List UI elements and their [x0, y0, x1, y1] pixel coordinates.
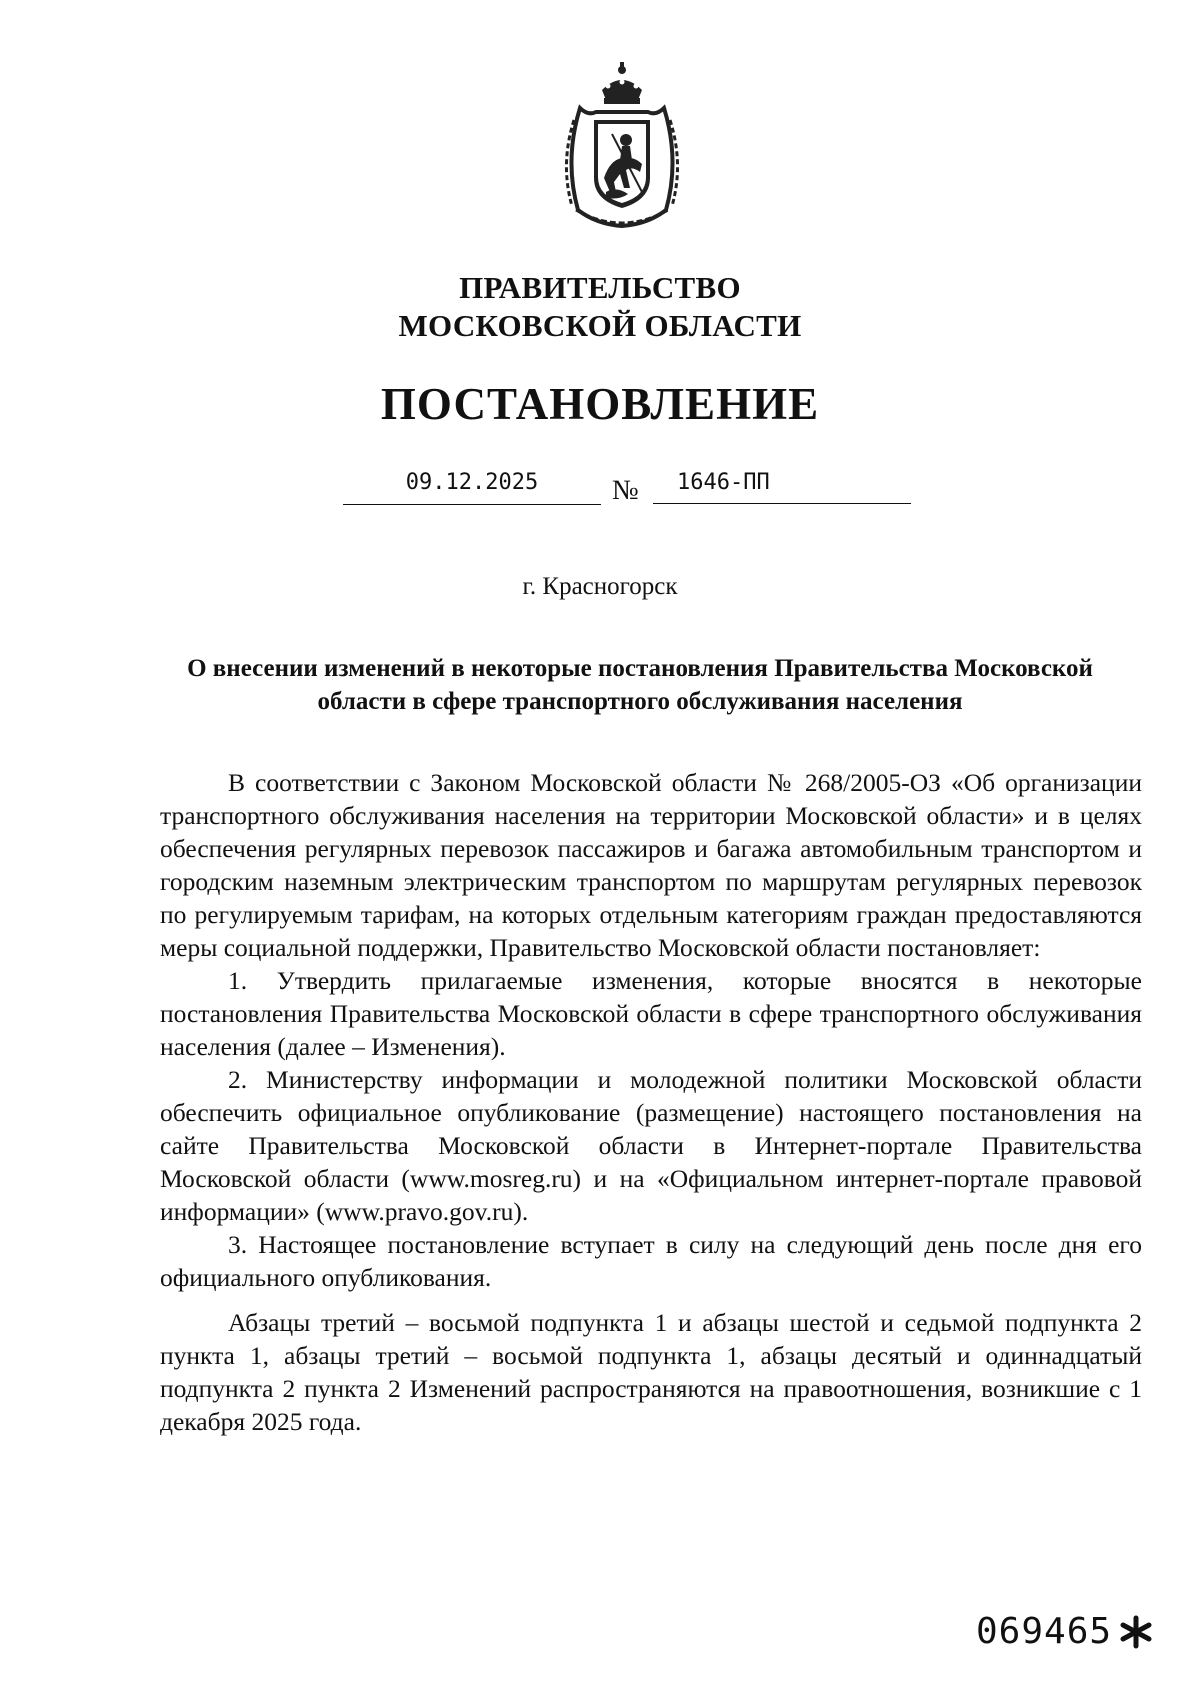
body-paragraph: 3. Настоящее постановление вступает в силу на следующий день после дня его официального опубликования. — [160, 1230, 1142, 1292]
document-date: 09.12.2025 — [343, 468, 601, 505]
city-line: г. Красногорск — [522, 573, 678, 600]
government-name-line-2: МОСКОВСКОЙ ОБЛАСТИ — [398, 308, 802, 343]
asterisk-icon — [1118, 1614, 1154, 1650]
number-sign: № — [612, 475, 639, 506]
body-paragraph: В соответствии с Законом Московской области № 268/2005-ОЗ «Об организации транспортного обслуживания населения на территории Московской области» и в целях обеспечения регулярных перевозок пассажиров и багажа автомобильным транспортом и городским наземным электрическим транспортом по маршрутам регулярных перевозок по регулируемым тарифам, на которых отдельным категориям граждан предоставляются меры социальной поддержки, Правительство Московской области постановляет: — [160, 768, 1142, 962]
body-paragraph: 2. Министерству информации и молодежной политики Московской области обеспечить официальное опубликование (размещение) настоящего постановления на сайте Правительства Московской области в Интернет-портале Правительства Московской области (www.mosreg.ru) и на «Официальном интернет-портале правовой информации» (www.pravo.gov.ru). — [160, 1065, 1142, 1226]
serial-number: 069465 — [976, 1611, 1113, 1652]
government-name-line-1: ПРАВИТЕЛЬСТВО — [459, 270, 741, 305]
coat-of-arms-icon — [556, 60, 688, 228]
document-subject: О внесении изменений в некоторые постановления Правительства Московской области в сфере транспортного обслуживания населения — [187, 655, 1093, 715]
document-number: 1646-ПП — [653, 468, 911, 504]
date-number-row — [0, 468, 1200, 508]
body-paragraph: 1. Утвердить прилагаемые изменения, которые вносятся в некоторые постановления Правительства Московской области в сфере транспортного обслуживания населения (далее – Изменения). — [160, 966, 1142, 1061]
body-paragraph: Абзацы третий – восьмой подпункта 1 и абзацы шестой и седьмой подпункта 2 пункта 1, абзацы третий – восьмой подпункта 1, абзацы десятый и одиннадцатый подпункта 2 пункта 2 Изменений распространяются на правоотношения, возникшие с 1 декабря 2025 года. — [160, 1308, 1142, 1436]
document-type-title: ПОСТАНОВЛЕНИЕ — [380, 379, 820, 429]
document-body — [160, 766, 1142, 1438]
